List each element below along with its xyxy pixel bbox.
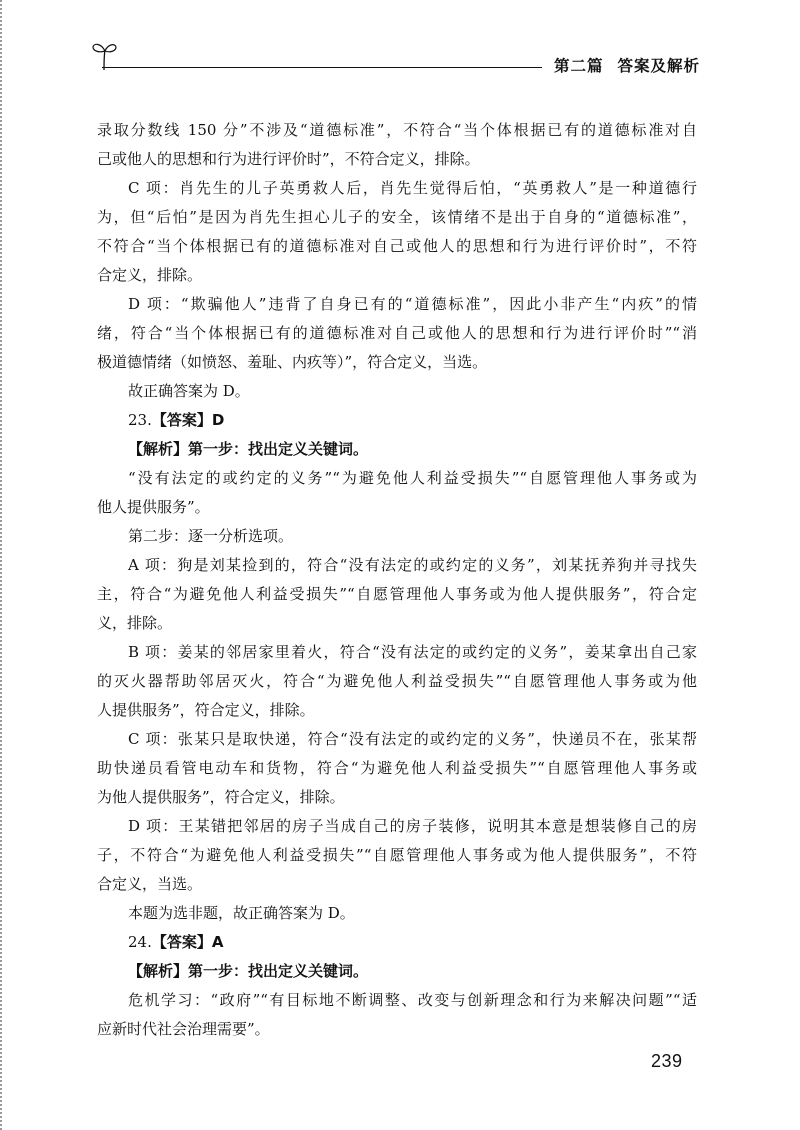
text-line: C 项：张某只是取快递，符合“没有法定的或约定的义务”，快递员不在，张某帮 — [128, 730, 697, 748]
question-number: 24. — [128, 933, 152, 951]
header-rule — [102, 67, 542, 68]
text-line: 危机学习：“政府”“有目标地不断调整、改变与创新理念和行为来解决问题”“适 — [128, 991, 697, 1009]
answer-label: 【答案】A — [151, 933, 224, 951]
text-line: 他人提供服务”。 — [97, 498, 210, 516]
text-line: 为他人提供服务”，符合定义，排除。 — [97, 788, 345, 806]
answer-heading-23 — [97, 406, 697, 435]
text-line: 义，排除。 — [97, 614, 173, 632]
binding-margin — [0, 0, 6, 1130]
text-line: 的灭火器帮助邻居灭火，符合“为避免他人利益受损失”“自愿管理他人事务或为他 — [97, 672, 697, 690]
text-line: “没有法定的或约定的义务”“为避免他人利益受损失”“自愿管理他人事务或为 — [128, 469, 697, 487]
answer-explanation-body — [97, 116, 697, 1044]
text-line: 人提供服务”，符合定义，排除。 — [97, 701, 315, 719]
text-line: 第二步：逐一分析选项。 — [128, 527, 294, 545]
text-line: 录取分数线 150 分”不涉及“道德标准”，不符合“当个体根据已有的道德标准对自 — [97, 121, 697, 139]
text-line: B 项：姜某的邻居家里着火，符合“没有法定的或约定的义务”，姜某拿出自己家 — [128, 643, 697, 661]
text-line: C 项：肖先生的儿子英勇救人后，肖先生觉得后怕，“英勇救人”是一种道德行 — [128, 179, 697, 197]
text-line: 不符合“当个体根据已有的道德标准对自己或他人的思想和行为进行评价时”，不符 — [97, 237, 697, 255]
text-line: 本题为选非题，故正确答案为 D。 — [128, 904, 355, 922]
text-line: 合定义，排除。 — [97, 266, 203, 284]
analysis-heading: 【解析】第一步：找出定义关键词。 — [128, 440, 369, 458]
answer-label: 【答案】D — [151, 411, 225, 429]
header-part: 第二篇 — [553, 57, 604, 75]
text-line: D 项：“欺骗他人”违背了自身已有的“道德标准”，因此小非产生“内疚”的情 — [128, 295, 697, 313]
text-line: 主，符合“为避免他人利益受损失”“自愿管理他人事务或为他人提供服务”，符合定 — [97, 585, 697, 603]
text-line: 子，不符合“为避免他人利益受损失”“自愿管理他人事务或为他人提供服务”，不符 — [97, 846, 697, 864]
text-line: 极道德情绪（如愤怒、羞耻、内疚等）”，符合定义，当选。 — [97, 353, 488, 371]
analysis-heading: 【解析】第一步：找出定义关键词。 — [128, 962, 369, 980]
text-line: D 项：王某错把邻居的房子当成自己的房子装修，说明其本意是想装修自己的房 — [128, 817, 697, 835]
answer-heading-24 — [97, 928, 697, 957]
text-line: 绪，符合“当个体根据已有的道德标准对自己或他人的思想和行为进行评价时”“消 — [97, 324, 697, 342]
running-header — [92, 40, 700, 80]
text-line: A 项：狗是刘某捡到的，符合“没有法定的或约定的义务”，刘某抚养狗并寻找失 — [128, 556, 697, 574]
text-line: 助快递员看管电动车和货物，符合“为避免他人利益受损失”“自愿管理他人事务或 — [97, 759, 697, 777]
text-line: 为，但“后怕”是因为肖先生担心儿子的安全，该情绪不是出于自身的“道德标准”， — [97, 208, 697, 226]
text-line: 故正确答案为 D。 — [128, 382, 250, 400]
text-line: 己或他人的思想和行为进行评价时”，不符合定义，排除。 — [97, 150, 480, 168]
header-title — [554, 54, 700, 76]
page-number: 239 — [651, 1051, 683, 1071]
question-number: 23. — [128, 411, 152, 429]
text-line: 应新时代社会治理需要”。 — [97, 1020, 270, 1038]
text-line: 合定义，当选。 — [97, 875, 203, 893]
header-section-title: 答案及解析 — [617, 57, 700, 75]
